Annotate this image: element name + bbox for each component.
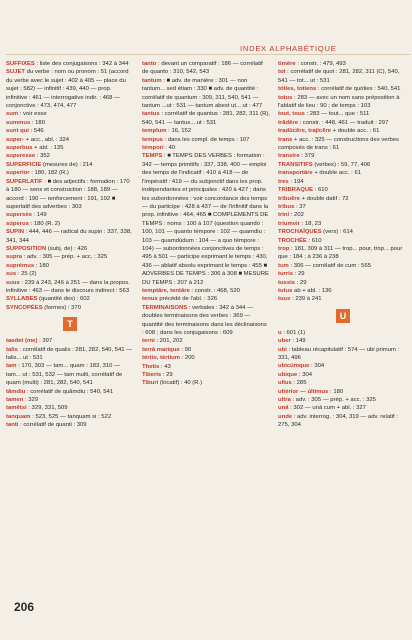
entry-references: (formes) : 370 (42, 304, 81, 311)
entry-references: : 304 (309, 363, 325, 370)
entry-references: : corrélatif de quămdiu : 540, 541 (25, 388, 114, 395)
entry-headword: unde (278, 413, 293, 420)
entry-references: : 29 (295, 279, 307, 286)
entry-references: : ■ TEMPS DES VERBES : formation : 342 — temps primitifs : 337, 338, 400 — emploi des temps de l'indicatif : 410 à 418 — de l'impératif : 419 — du subjonctif dans les prop. indépendantes et principales : 420 à 427 ; dans les subordonnées : voir concordance des temps — du participe : 428 à 437 — de l'infinitif dans la prop. infinitive : 464, 465 ■ COMPLÉMENTS DE TEMPS : noms : 100 à 107 (question quando : 100, 101 — quanto témpore : 102 — quamdiu : 103 — quamdúdum : 104 — a quo témpore : 104) — subordonnées conjonctives de temps : 495 à 501 — participe exprimant le temps : 430, 436 — ablatif absolu exprimant le temps : 455 ■ ADVERBES DE TEMPS : 306 à 308 ■ MESURE DU TEMPS : 207 à 212 (142, 153, 269, 286)
entry-references: : 149 (31, 212, 47, 219)
index-entry (142, 136, 270, 144)
entry-headword: TEMPS (142, 153, 163, 160)
entry-headword: sum (6, 111, 19, 118)
index-entry (278, 270, 408, 278)
entry-references: + acc., abl. : 324 (24, 136, 70, 143)
index-entry (142, 144, 270, 152)
entry-headword: tempus (142, 136, 163, 143)
entry-headword: tămdiu (6, 388, 26, 395)
entry-headword: superbus (6, 145, 33, 152)
index-column-3 (278, 60, 408, 430)
index-entry (142, 346, 270, 354)
index-entry (278, 228, 408, 236)
entry-headword: tantum (142, 77, 162, 84)
entry-headword: unā (278, 405, 289, 412)
entry-references: : 200 (179, 355, 195, 362)
index-entry (142, 77, 270, 111)
entry-headword: SUJET (6, 69, 25, 76)
entry-headword: trop (278, 245, 290, 252)
entry-references: : 601 (1) (281, 329, 306, 336)
entry-references: (locatif) : 40 (R.) (158, 380, 203, 387)
entry-references: : 194 (288, 178, 304, 185)
entry-references: : 43 (159, 363, 171, 370)
entry-references: : 16, 152 (166, 128, 192, 135)
entry-headword: tuus (278, 296, 291, 303)
index-entry (6, 304, 134, 312)
entry-headword: talis (6, 346, 18, 353)
entry-headword: trădēre (278, 119, 298, 126)
entry-references: : 444, 446 — radical du supin : 337, 338, 341, 344 (6, 229, 132, 244)
entry-headword: TROCHÉE (278, 237, 307, 244)
index-entry (142, 127, 270, 135)
index-entry (278, 169, 408, 177)
entry-headword: Thetis (142, 363, 160, 370)
entry-references: : dans les compl. de temps : 107 (162, 136, 250, 143)
index-entry (278, 60, 408, 68)
entry-headword: súperus (6, 220, 29, 227)
entry-references: : corrélatif de quóties : 540, 541 (316, 86, 401, 93)
entry-references: : 29 (161, 372, 173, 379)
entry-headword: tribus (278, 203, 295, 210)
entry-headword: TERMINAISONS (142, 304, 188, 311)
index-entry (278, 152, 408, 160)
entry-headword: terni (142, 338, 155, 345)
entry-headword: sus (6, 271, 17, 278)
entry-headword: super- (6, 136, 25, 143)
index-entry (6, 245, 134, 253)
entry-headword: ullus (278, 380, 292, 387)
index-entry (278, 337, 408, 345)
entry-headword: tanto (142, 61, 157, 67)
entry-references: : 283 — avec un nom sans préposition à l'ablatif de lieu : 90 ; de temps : 103 (278, 94, 400, 110)
entry-headword: supersès (6, 212, 32, 219)
index-entry (6, 169, 134, 177)
entry-references: : 610 (306, 237, 322, 244)
entry-references: : 304 (297, 371, 313, 378)
index-entry (6, 421, 134, 429)
index-entry (278, 404, 408, 412)
index-entry (142, 363, 270, 371)
entry-references: : constr. : 468, 520 (189, 287, 240, 294)
entry-references: : 329 (23, 397, 39, 404)
index-entry (6, 362, 134, 387)
entry-references: : liste des conjugaisons : 342 à 344 (34, 61, 129, 67)
index-entry (6, 119, 134, 127)
entry-headword: tértio, tértium (142, 355, 180, 362)
index-entry (278, 127, 408, 135)
entry-references: : 180 (328, 388, 344, 395)
index-entry (142, 304, 270, 338)
entry-headword: supra (6, 254, 23, 261)
entry-references: : voir esse (18, 111, 47, 118)
entry-references: : 329, 331, 509 (26, 405, 68, 412)
entry-headword: ultra (278, 397, 291, 404)
entry-headword: tantus (142, 111, 160, 118)
entry-references: : 397 (37, 338, 53, 345)
index-entry (278, 245, 408, 262)
entry-headword: tribuĕre (278, 195, 300, 202)
index-entry (278, 371, 408, 379)
entry-references: : 170, 303 — tam... quam : 183, 310 — tam... ut : 531, 532 — tam multi, corrélatif de quam (multi) : 281, 282, 540, 541 (6, 363, 123, 387)
entry-references: : corrélatif de qualis : 281, 282, 540, 541 — talis... ut : 531 (6, 346, 133, 361)
entry-references: + double datif : 72 (299, 195, 349, 202)
index-entry (278, 119, 408, 127)
entry-headword: tres (278, 178, 289, 185)
section-letter-u: U (336, 309, 350, 323)
index-entry (6, 161, 134, 169)
index-entry (142, 295, 270, 303)
index-entry (278, 178, 408, 186)
entry-headword: tóties, totiens (278, 86, 317, 93)
index-entry (6, 60, 134, 68)
entry-references: : corrélatif de quot : 281, 282, 311 (C), 540, 541 — tot... ut : 531 (278, 69, 400, 84)
entry-headword: SUPERLATIF (6, 178, 43, 185)
entry-headword: terrā marique (142, 346, 180, 353)
entry-headword: Tiburi (142, 380, 159, 387)
entry-headword: trini (278, 212, 290, 219)
entry-references: : 302 — unā cum + abl. : 327 (288, 405, 366, 412)
entry-headword: SUPIN (6, 229, 25, 236)
index-entry (278, 237, 408, 245)
entry-headword: tamen (6, 397, 24, 404)
index-entry (6, 253, 134, 261)
index-entry (6, 413, 134, 421)
entry-headword: uber (278, 338, 291, 345)
entry-references: précédé de l'abl. : 326 (157, 296, 218, 303)
entry-references: : 40 (163, 145, 176, 152)
entry-headword: superesse (6, 153, 36, 160)
index-entry (278, 136, 408, 153)
index-entry (278, 346, 408, 363)
entry-references: : 202 (289, 212, 304, 219)
entry-references: : 239 à 243, 246 à 251 — dans la propos. infinitive : 463 — dans le discours indirect : 563 (6, 279, 130, 294)
index-entry (6, 337, 134, 345)
index-entry (6, 228, 134, 245)
entry-references: (vers) : 614 (321, 229, 353, 236)
entry-headword: tot (278, 69, 286, 76)
entry-references: : tableau récapitulatif : 574 — ubi primum : 331, 496 (278, 346, 400, 361)
index-entry (278, 329, 408, 337)
index-entry (142, 287, 270, 295)
entry-headword: transportāre (278, 170, 313, 177)
entry-references: : adv. : 305 — prép. + acc. : 325 (22, 254, 108, 261)
entry-headword: suprémus (6, 262, 35, 269)
index-entry (142, 371, 270, 379)
entry-references: ab + abl. : 136 (292, 287, 332, 294)
entry-references: (quantité des) : 602 (37, 296, 90, 303)
entry-references: : devant un comparatif : 186 — corrélatif de quanto : 310, 542, 543 (142, 61, 263, 76)
index-entry (6, 279, 134, 296)
index-entry (142, 152, 270, 287)
entry-references: : adv. : 305 — prép. + acc. : 325 (290, 397, 376, 404)
index-entry (278, 279, 408, 287)
page-header: INDEX ALPHABÉTIQUE (240, 44, 337, 53)
entry-references: : 25 (2) (16, 271, 37, 278)
index-entry (278, 186, 408, 194)
entry-references: : 180 (R. 2) (28, 220, 61, 227)
entry-headword: totus (278, 94, 293, 101)
index-entry (278, 195, 408, 203)
entry-references: : 29 (293, 271, 305, 278)
entry-references: : ■ adv. de manière : 301 — non tantum... sed étiam : 330 ■ adv. de quantité : corrélatif de quantum : 309, 311, 540, 541 — tantum ...ut : 531 — tantum abest ut... ut : 477 (142, 77, 263, 110)
entry-headword: Tiberis (142, 372, 162, 379)
entry-headword: tussis (278, 279, 296, 286)
entry-references: : 90 (179, 346, 192, 353)
entry-references: : 283 — tout... que : 511 (304, 111, 370, 118)
entry-headword: témpori (142, 145, 164, 152)
index-entry (6, 295, 134, 303)
entry-headword: tutus (278, 287, 293, 294)
entry-headword: tamětsi (6, 405, 27, 412)
entry-references: : 523, 525 — tanquam si : 522 (30, 413, 112, 420)
entry-headword: tum (278, 262, 289, 269)
entry-references: : 239 à 241 (290, 296, 322, 303)
entry-headword: ubi (278, 346, 287, 353)
entry-headword: tam (6, 363, 17, 370)
entry-references: : 546 (28, 128, 44, 135)
entry-references: : ■ des adjectifs : formation : 170 à 180 — sens et construction : 188, 189 — accord : 190 — renforcement : 191, 192 ■ superlatif des adverbes : 303 (6, 178, 130, 210)
index-entry (6, 346, 134, 363)
header-rule (6, 54, 410, 55)
entry-references: : 285 (291, 380, 307, 387)
entry-headword: turris (278, 271, 294, 278)
index-entry (278, 220, 408, 228)
entry-references: : 610 (313, 187, 328, 194)
entry-headword: TROCHAÏQUES (278, 229, 322, 236)
entry-headword: ultérior — últimus (278, 388, 329, 395)
index-entry (142, 60, 270, 77)
entry-references: du verbe : nom ou pronom : 51 (accord du verbe avec le sujet : 402 à 405 — place du sujet : 582) — infinitif : 439, 440 — prop. infinitive : 461 — interrogative indir. : 468 — conjonctive : 473, 474, 477 (6, 69, 129, 110)
index-entry (278, 85, 408, 93)
entry-references: + abl. : 135 (32, 145, 64, 152)
index-entry (278, 211, 408, 219)
entry-references: : 180 (34, 262, 49, 269)
entry-references: : 306 — corrélatif de cum : 565 (288, 262, 371, 269)
entry-references: + double acc. : 61 (331, 128, 380, 135)
entry-headword: SUPPOSITION (6, 245, 47, 252)
index-entry (142, 379, 270, 387)
entry-references: : adv. interrog. : 304, 319 — adv. relatif : 275, 304 (278, 413, 398, 429)
entry-headword: tradūcĕre, trajicĕre (278, 128, 332, 135)
entry-headword: tanquam (6, 413, 31, 420)
index-column-1 (6, 60, 134, 430)
entry-references: (mesures de) : 214 (41, 161, 93, 168)
index-entry (278, 94, 408, 111)
index-entry (278, 203, 408, 211)
entry-headword: TRIBRAQUE (278, 187, 314, 194)
index-entry (6, 404, 134, 412)
index-entry (278, 396, 408, 404)
entry-references: : corrélatif de quanti : 309 (18, 422, 87, 429)
index-column-2 (142, 60, 270, 388)
entry-headword: tout, tous (278, 111, 305, 118)
entry-references: : verbales : 342 à 344 — doubles terminaisons des verbes : 369 — quantité des terminaisons dans les déclinaisons : 608 ; dans les conjugaisons : 609 (142, 304, 267, 336)
entry-headword: u (278, 329, 282, 336)
index-entry (6, 152, 134, 160)
index-entry (142, 337, 270, 345)
index-entry (278, 379, 408, 387)
index-entry (6, 144, 134, 152)
entry-references: : 181, 309 à 311 — trop... pour, trop... pour que : 184 ; à 236 à 238 (278, 245, 403, 261)
entry-headword: SYNCOPÉES (6, 304, 43, 311)
entry-headword: ubicúmque (278, 363, 310, 370)
entry-references: : 201, 202 (154, 338, 183, 345)
index-entry (6, 110, 134, 118)
entry-headword: timēre (278, 61, 296, 67)
entry-headword: SUFFIXES (6, 61, 35, 67)
entry-headword: ubique (278, 371, 298, 378)
index-entry (6, 270, 134, 278)
entry-headword: SYLLABES (6, 296, 38, 303)
entry-headword: TRANSITIFS (278, 161, 313, 168)
page-number: 206 (14, 600, 35, 614)
entry-headword: suus (6, 279, 20, 286)
entry-headword: taedet (me) (6, 338, 38, 345)
entry-headword: superior (6, 170, 30, 177)
index-entry (278, 287, 408, 295)
entry-headword: templum (142, 128, 167, 135)
index-entry (278, 413, 408, 430)
index-entry (6, 220, 134, 228)
entry-references: (verbes) : 59, 77, 406 (312, 161, 371, 168)
section-letter-t: T (63, 317, 77, 331)
entry-references: : 180 (30, 119, 45, 126)
index-entry (142, 354, 270, 362)
entry-headword: sunt qui (6, 128, 29, 135)
index-entry (142, 110, 270, 127)
entry-references: : corrélatif de quantus : 281, 282, 311 (R), 540, 541 — tantus... ut : 531 (142, 111, 270, 126)
index-entry (6, 136, 134, 144)
index-entry (278, 68, 408, 85)
index-entry (278, 110, 408, 118)
index-entry (278, 295, 408, 303)
index-entry (278, 161, 408, 169)
entry-references: : 180, 182 (R.) (29, 170, 69, 177)
entry-references: (subj. de) : 426 (46, 245, 88, 252)
index-entry (278, 388, 408, 396)
entry-references: : 37 (294, 203, 306, 210)
index-entry (6, 396, 134, 404)
entry-references: : constr. : 479, 493 (295, 61, 346, 67)
index-entry (6, 178, 134, 212)
index-entry (278, 262, 408, 270)
index-entry (6, 211, 134, 219)
entry-references: + double acc. : 61 (312, 170, 362, 177)
entry-headword: transire (278, 153, 300, 160)
entry-headword: triumvir (278, 220, 300, 227)
entry-references: : constr. : 448, 461 — traduit : 297 (297, 119, 389, 126)
index-entry (6, 388, 134, 396)
index-entry (278, 362, 408, 370)
entry-references: : 149 (290, 338, 306, 345)
entry-references: : 18, 23 (299, 220, 322, 227)
entry-references: + acc. : 325 — constructions des verbes composés de trans : 61 (278, 136, 399, 152)
entry-references: : 379 (299, 153, 315, 160)
entry-headword: summus (6, 119, 31, 126)
index-entry (6, 127, 134, 135)
entry-headword: tenus (142, 296, 158, 303)
entry-headword: temptāre, tentāre (142, 287, 190, 294)
entry-headword: trans (278, 136, 293, 143)
index-entry (6, 68, 134, 110)
entry-headword: SUPERFICIE (6, 161, 42, 168)
index-entry (6, 262, 134, 270)
entry-references: : 352 (35, 153, 50, 160)
entry-headword: tanti (6, 422, 19, 429)
